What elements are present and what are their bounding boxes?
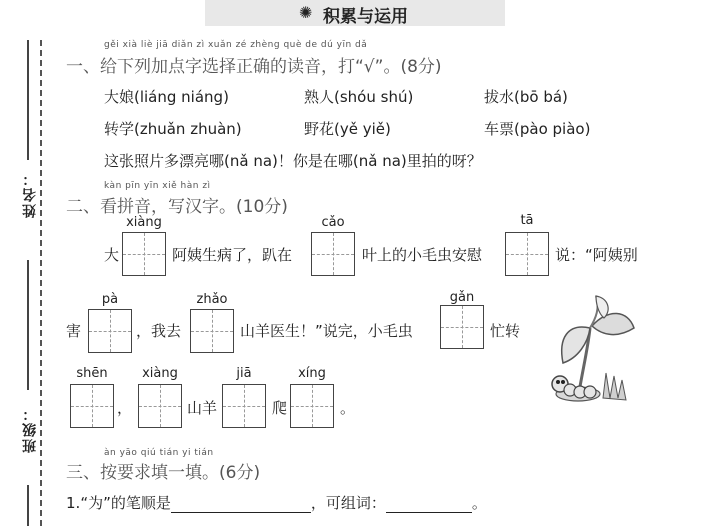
stroke-order-answer-blank[interactable] [171, 496, 311, 513]
q2-row1-pinyin-3: tā [520, 213, 534, 228]
writing-grid[interactable] [88, 309, 132, 353]
q3-item1-end: 。 [471, 494, 487, 512]
q2-row3-text-mid: 山羊 [187, 399, 218, 417]
q2-row3-period: 。 [340, 399, 356, 417]
q1-item-3: 拔水(bō bá) [484, 88, 568, 106]
q2-row1-text-mid1: 阿姨生病了，趴在 [172, 246, 293, 264]
q2-row2-pinyin-3: gǎn [449, 290, 475, 305]
extra-field-line [27, 485, 29, 526]
q2-row3-pinyin-3: jiā [236, 366, 252, 381]
writing-grid[interactable] [505, 232, 549, 276]
q2-row2-text-mid2: 山羊医生！”说完，小毛虫 [240, 322, 413, 340]
section-title-bar [205, 0, 505, 26]
q2-row2-text-pre: 害 [66, 322, 82, 340]
q2-row2-pinyin-2: zhǎo [196, 292, 228, 307]
writing-grid[interactable] [311, 232, 355, 276]
q2-heading: 二、看拼音，写汉字。(10分) [66, 197, 288, 217]
q1-item-6: 车票(pào piào) [484, 120, 591, 138]
q2-row2-text-mid1: ，我去 [136, 322, 182, 340]
class-label: 班级： [22, 405, 38, 453]
q1-heading: 一、给下列加点字选择正确的读音，打“√”。(8分) [66, 57, 442, 77]
q1-item-2: 熟人(shóu shú) [304, 88, 414, 106]
q3-heading: 三、按要求填一填。(6分) [66, 463, 261, 483]
q2-row3-comma: ， [117, 399, 133, 417]
writing-grid[interactable] [122, 232, 166, 276]
word-group-answer-blank[interactable] [386, 496, 472, 513]
section-title: 积累与运用 [323, 7, 408, 27]
writing-grid[interactable] [190, 309, 234, 353]
sun-icon: ✺ [299, 3, 313, 22]
q2-row3-pinyin-1: shēn [76, 366, 108, 381]
q2-row1-text-post: 说：“阿姨别 [555, 246, 638, 264]
q2-row2-text-post: 忙转 [490, 322, 521, 340]
class-field-line [27, 260, 29, 390]
writing-grid[interactable] [138, 384, 182, 428]
q1-sentence: 这张照片多漂亮哪(nǎ na)！你是在哪(nǎ na)里拍的呀？ [104, 152, 482, 170]
q1-item-5: 野花(yě yiě) [304, 120, 391, 138]
writing-grid[interactable] [70, 384, 114, 428]
q2-pinyin: kàn pīn yīn xiě hàn zì [104, 181, 211, 191]
q1-item-1: 大娘(liáng niáng) [104, 88, 229, 106]
q2-row2-pinyin-1: pà [101, 292, 119, 307]
q2-row1-text-mid2: 叶上的小毛虫安慰 [362, 246, 483, 264]
q3-item1-number: 1. [66, 494, 81, 512]
q2-row3-text-mid2: 爬 [272, 399, 288, 417]
q2-row3-pinyin-4: xíng [298, 366, 326, 381]
q3-item1-text1: “为”的笔顺是 [80, 494, 171, 512]
q1-item-4: 转学(zhuǎn zhuàn) [104, 120, 242, 138]
name-field-line [27, 40, 29, 160]
writing-grid[interactable] [440, 305, 484, 349]
q2-row1-pinyin-2: cǎo [321, 215, 345, 230]
q2-row3-pinyin-2: xiàng [142, 366, 178, 381]
q3-item1 [66, 492, 487, 513]
q2-row1-text-pre: 大 [104, 246, 120, 264]
q1-pinyin: gěi xià liè jiā diǎn zì xuǎn zé zhèng què de dú yīn dǎ [104, 40, 368, 50]
writing-grid[interactable] [290, 384, 334, 428]
q2-row1-pinyin-1: xiàng [126, 215, 162, 230]
caterpillar-leaf-illustration [548, 288, 638, 408]
binding-dashed-line [40, 40, 42, 526]
writing-grid[interactable] [222, 384, 266, 428]
name-label: 姓名： [22, 170, 38, 218]
q3-item1-text2: ，可组词： [310, 494, 386, 512]
q3-pinyin: àn yāo qiú tián yi tián [104, 448, 214, 458]
